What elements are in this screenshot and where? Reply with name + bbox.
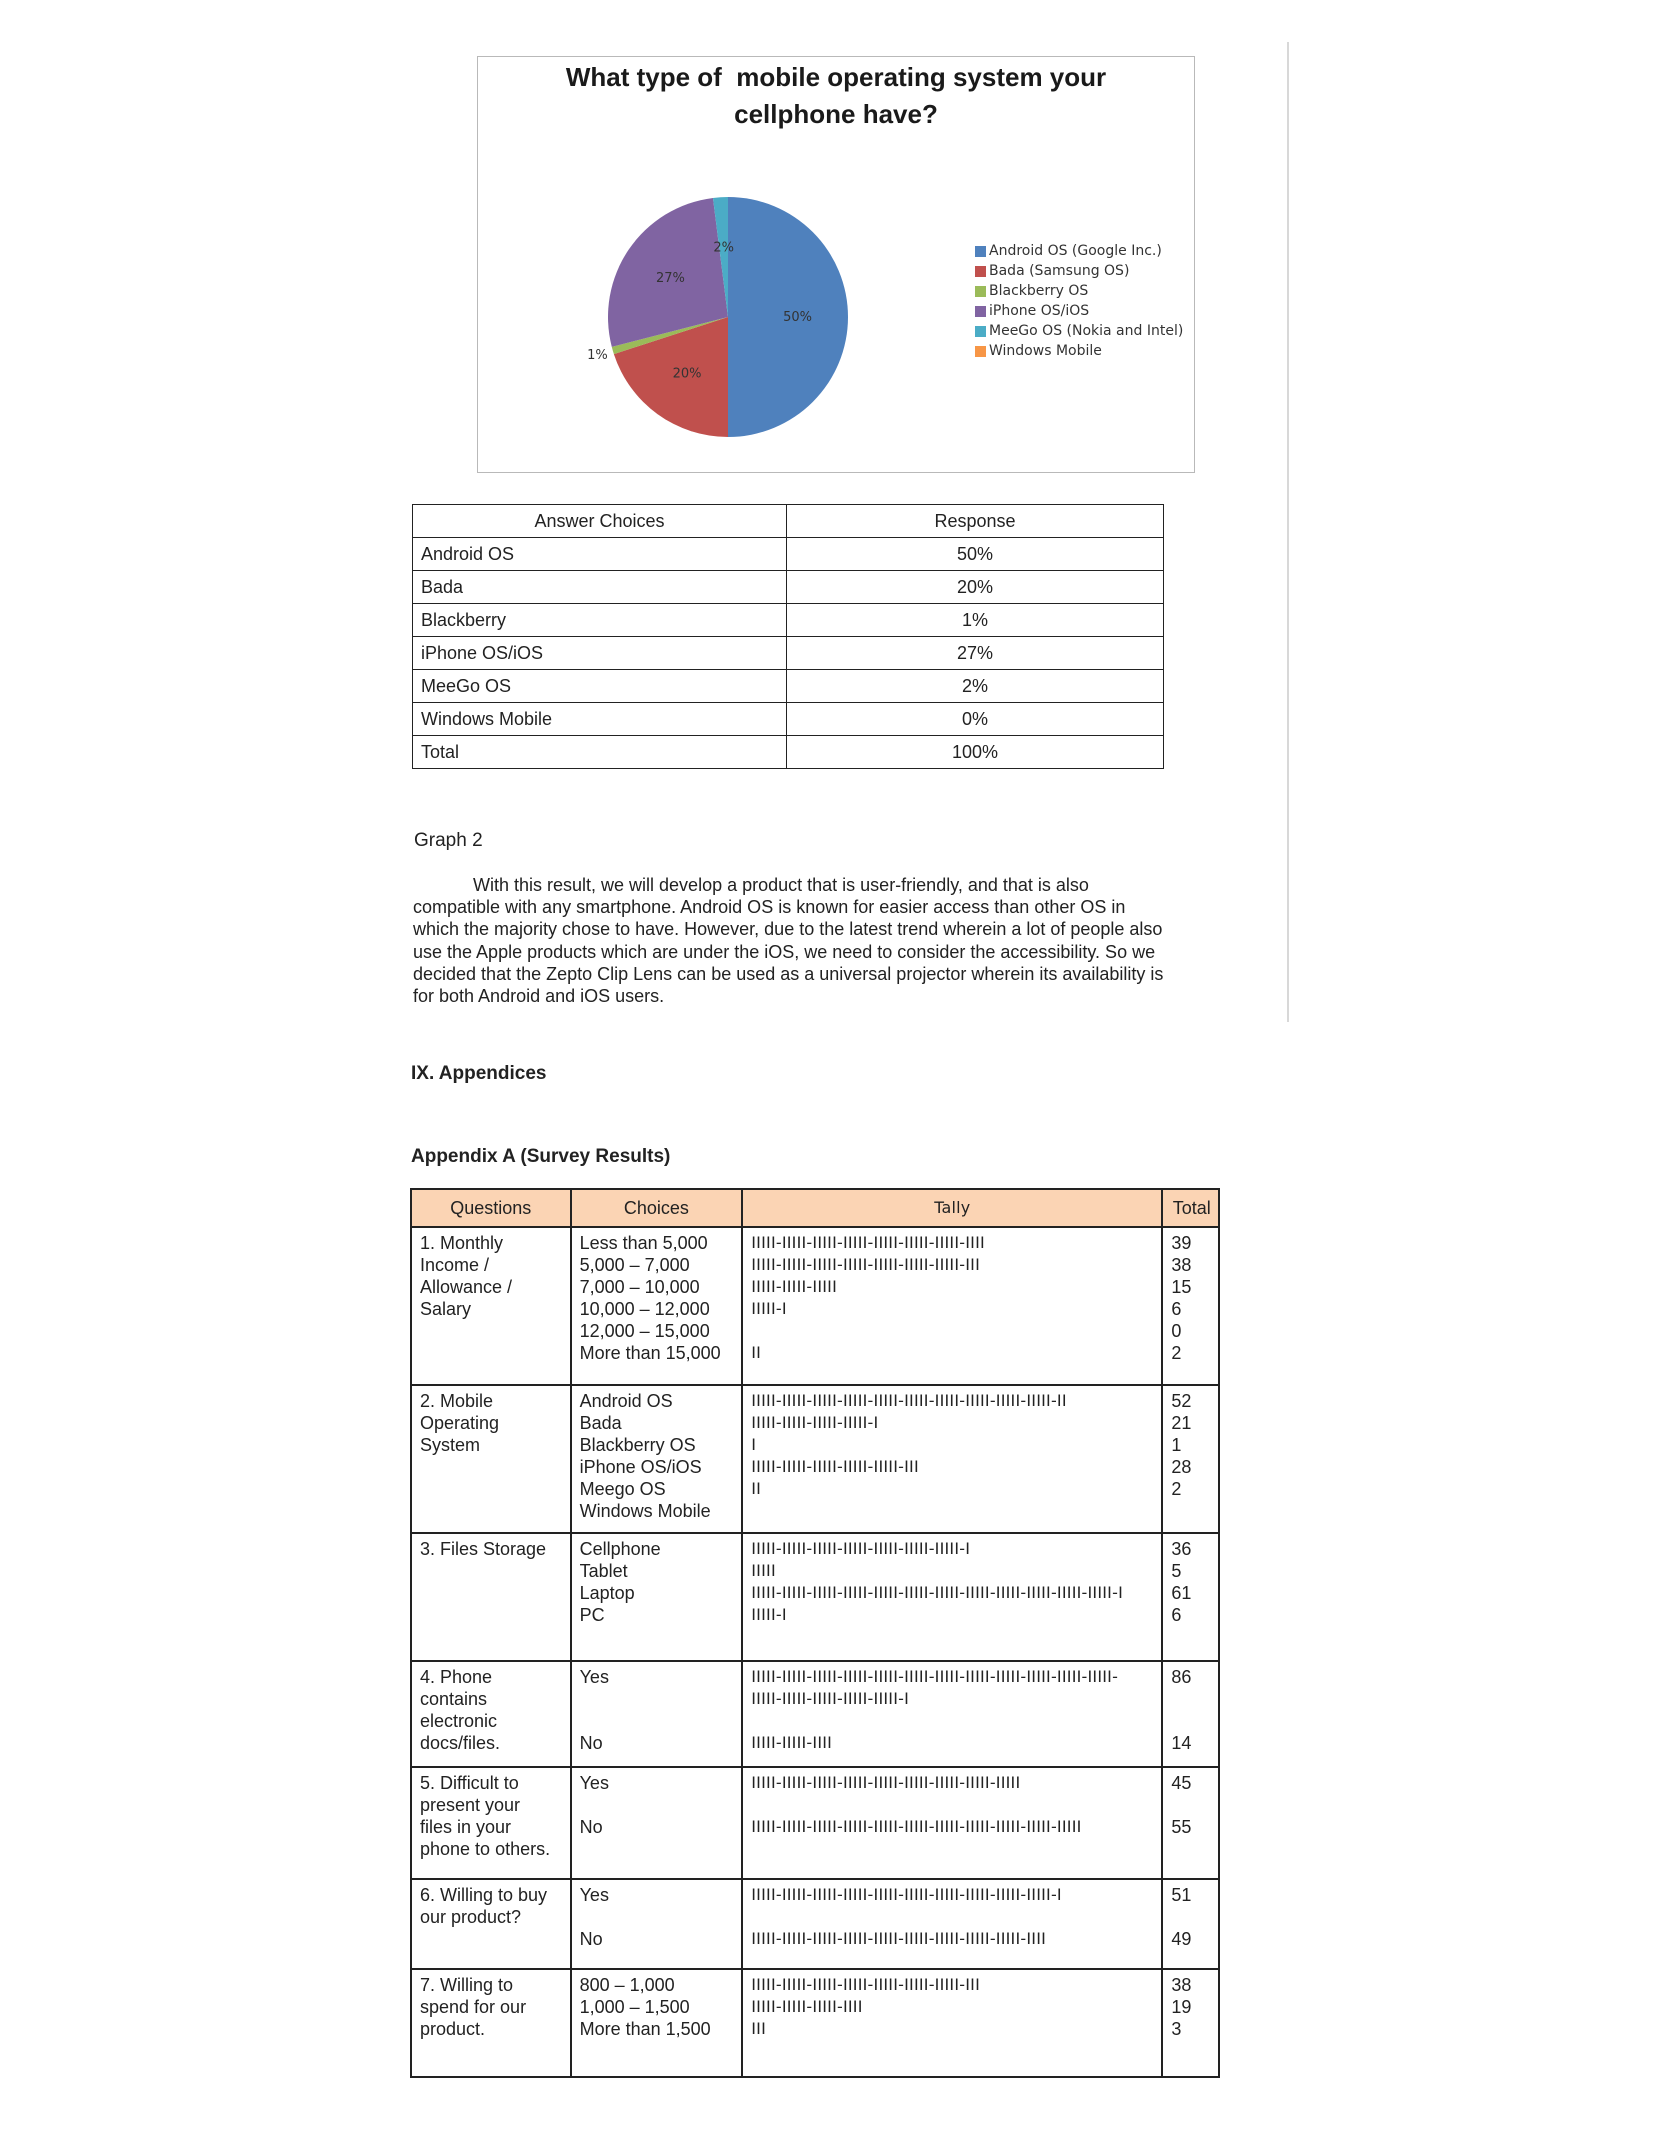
choice-line — [580, 1906, 734, 1928]
response-cell: 1% — [787, 604, 1164, 637]
total-line: 3 — [1171, 2019, 1182, 2039]
question-line: spend for our — [420, 1997, 527, 2017]
tally-line: IIIII-I — [751, 1299, 787, 1318]
total-line: 38 — [1171, 1975, 1192, 1995]
total-line — [1171, 1710, 1210, 1732]
choice-line: Blackberry OS — [579, 1435, 696, 1455]
section-heading: IX. Appendices — [411, 1063, 547, 1084]
pie-slice-label: 1% — [587, 347, 608, 363]
legend-swatch — [975, 286, 986, 297]
question-line: 6. Willing to buy — [420, 1885, 548, 1905]
tally-line: IIIII-IIIII-IIIII-IIIII-IIIII-IIIII-IIIII-IIIII-IIIII-IIIII-IIIII-IIIII-I — [751, 1583, 1123, 1602]
survey-row — [411, 1767, 1219, 1879]
total-cell — [1162, 1533, 1219, 1661]
survey-row — [411, 1969, 1219, 2077]
total-line: 86 — [1171, 1667, 1192, 1687]
question-line: 7. Willing to — [420, 1975, 514, 1995]
total-line — [1171, 1688, 1210, 1710]
tally-line: IIIII-IIIII-IIIII-IIIII-IIIII-IIIII-IIIII-IIIII-IIIII-IIIII-IIIII-IIIII- — [751, 1667, 1119, 1686]
question-line: files in your — [420, 1817, 512, 1837]
response-row — [413, 571, 1164, 604]
question-cell — [411, 1533, 571, 1661]
question-line: 3. Files Storage — [420, 1539, 547, 1559]
legend-entry — [975, 341, 1183, 361]
choice-line — [580, 1710, 734, 1732]
choice-line: Tablet — [579, 1561, 628, 1581]
header-questions: Questions — [411, 1189, 571, 1227]
tally-line: IIIII-IIIII-IIIII-IIIII-IIIII-IIIII-IIIII-IIII — [751, 1233, 985, 1252]
response-cell: 20% — [787, 571, 1164, 604]
legend-label: Android OS (Google Inc.) — [989, 243, 1162, 259]
choice-line: 12,000 – 15,000 — [579, 1321, 710, 1341]
question-cell — [411, 1227, 571, 1385]
tally-cell — [742, 1969, 1162, 2077]
pie-chart — [477, 56, 1195, 473]
choices-cell — [571, 1385, 743, 1533]
tally-cell — [742, 1661, 1162, 1767]
tally-line: IIIII-I — [751, 1605, 787, 1624]
tally-line: II — [751, 1343, 762, 1362]
choice-line: PC — [579, 1605, 605, 1625]
total-cell — [1162, 1227, 1219, 1385]
question-cell — [411, 1661, 571, 1767]
tally-line: IIIII-IIIII-IIIII — [751, 1277, 837, 1296]
total-line: 5 — [1171, 1561, 1182, 1581]
graph-caption: Graph 2 — [414, 830, 483, 851]
choices-cell — [571, 1767, 743, 1879]
total-line: 19 — [1171, 1997, 1192, 2017]
choice-line: Laptop — [579, 1583, 635, 1603]
total-cell — [1162, 1385, 1219, 1533]
header-choices: Choices — [571, 1189, 743, 1227]
legend-swatch — [975, 326, 986, 337]
question-line: 1. Monthly — [420, 1233, 504, 1253]
choice-line: Android OS — [579, 1391, 673, 1411]
total-line: 38 — [1171, 1255, 1192, 1275]
total-line: 0 — [1171, 1321, 1182, 1341]
total-line: 55 — [1171, 1817, 1192, 1837]
choice-line — [580, 1794, 734, 1816]
chart-title-line-1: What type of mobile operating system your — [565, 62, 1107, 92]
header-total: Total — [1162, 1189, 1219, 1227]
tally-line — [751, 1906, 1153, 1928]
question-line: product. — [420, 2019, 486, 2039]
question-cell — [411, 1767, 571, 1879]
choice-line: No — [579, 1929, 603, 1949]
survey-header-row — [411, 1189, 1219, 1227]
choice-line: Yes — [579, 1667, 609, 1687]
pie-slice-label: 2% — [713, 240, 734, 256]
tally-line: IIIII-IIIII-IIIII-IIIII-IIIII-I — [751, 1689, 910, 1708]
total-cell — [1162, 1767, 1219, 1879]
pie-slice-label: 50% — [783, 310, 813, 325]
legend-swatch — [975, 266, 986, 277]
header-response: Response — [787, 505, 1164, 538]
tally-cell — [742, 1385, 1162, 1533]
appendix-heading: Appendix A (Survey Results) — [411, 1146, 671, 1167]
tally-line: IIIII-IIIII-IIIII-IIIII-IIIII-IIIII-IIIII-IIIII-IIIII-IIII — [751, 1929, 1047, 1948]
response-row — [413, 736, 1164, 769]
question-line: Operating — [420, 1413, 500, 1433]
choices-cell — [571, 1533, 743, 1661]
legend-entry — [975, 281, 1183, 301]
paragraph-text: With this result, we will develop a product that is user-friendly, and that is also compatible with any smartphone. Android OS is known for easier access than other OS in which the majority chose to have. However, due to the latest trend wherein a lot of people also use the Apple products which are under the iOS, we need to consider the accessibility. So we decided that the Zepto Clip Lens can be used as a universal projector wherein its availability is for both Android and iOS users. — [413, 875, 1164, 1007]
total-line: 39 — [1171, 1233, 1192, 1253]
response-cell: 0% — [787, 703, 1164, 736]
legend-swatch — [975, 246, 986, 257]
tally-line: III — [751, 2019, 767, 2038]
tally-line: IIIII-IIIII-IIIII-IIIII-IIIII-IIIII-IIIII-III — [751, 1255, 980, 1274]
tally-line: IIIII-IIIII-IIIII-IIIII-I — [751, 1413, 879, 1432]
response-cell: 2% — [787, 670, 1164, 703]
answer-choice-cell: Total — [413, 736, 787, 769]
legend-label: Blackberry OS — [989, 283, 1089, 299]
total-line: 21 — [1171, 1413, 1192, 1433]
survey-row — [411, 1227, 1219, 1385]
tally-line: IIIII-IIIII-IIIII-IIIII-IIIII-IIIII-IIIII-IIIII-IIIII-IIIII-IIIII — [751, 1817, 1082, 1836]
total-line: 1 — [1171, 1435, 1182, 1455]
legend-entry — [975, 241, 1183, 261]
choice-line: Bada — [579, 1413, 622, 1433]
question-line: phone to others. — [420, 1839, 551, 1859]
response-row — [413, 637, 1164, 670]
response-table-header — [413, 505, 1164, 538]
legend-entry — [975, 261, 1183, 281]
choice-line: Less than 5,000 — [579, 1233, 708, 1253]
answer-choice-cell: iPhone OS/iOS — [413, 637, 787, 670]
header-answer-choices: Answer Choices — [413, 505, 787, 538]
total-line: 14 — [1171, 1733, 1192, 1753]
legend-label: Bada (Samsung OS) — [989, 263, 1130, 279]
choices-cell — [571, 1969, 743, 2077]
response-row — [413, 670, 1164, 703]
tally-line: I — [751, 1435, 757, 1454]
total-line — [1171, 1906, 1210, 1928]
question-line: 4. Phone — [420, 1667, 493, 1687]
tally-line — [751, 1320, 1153, 1342]
question-line: System — [420, 1435, 481, 1455]
question-cell — [411, 1385, 571, 1533]
answer-choice-cell: Windows Mobile — [413, 703, 787, 736]
choice-line: Meego OS — [579, 1479, 666, 1499]
choice-line — [580, 1688, 734, 1710]
choices-cell — [571, 1227, 743, 1385]
pie-slice-label: 27% — [655, 270, 685, 286]
legend-entry — [975, 321, 1183, 341]
response-row — [413, 604, 1164, 637]
question-cell — [411, 1969, 571, 2077]
question-line: Salary — [420, 1299, 472, 1319]
choice-line: 800 – 1,000 — [579, 1975, 675, 1995]
chart-title-line-2: cellphone have? — [734, 99, 938, 129]
total-line: 49 — [1171, 1929, 1192, 1949]
question-line: electronic — [420, 1711, 498, 1731]
total-line — [1171, 1794, 1210, 1816]
tally-cell — [742, 1879, 1162, 1969]
choices-cell — [571, 1879, 743, 1969]
answer-choice-cell: Android OS — [413, 538, 787, 571]
survey-row — [411, 1533, 1219, 1661]
tally-line: IIIII-IIIII-IIIII-IIIII-IIIII-IIIII-IIIII-I — [751, 1539, 971, 1558]
question-line: 2. Mobile — [420, 1391, 494, 1411]
header-tally: Tally — [742, 1189, 1162, 1227]
tally-cell — [742, 1767, 1162, 1879]
choice-line: No — [579, 1733, 603, 1753]
choice-line: 1,000 – 1,500 — [579, 1997, 690, 2017]
tally-line — [751, 1794, 1153, 1816]
choice-line: Windows Mobile — [579, 1501, 711, 1521]
question-line: our product? — [420, 1907, 522, 1927]
response-row — [413, 703, 1164, 736]
legend-swatch — [975, 306, 986, 317]
choice-line: No — [579, 1817, 603, 1837]
tally-line: IIIII-IIIII-IIII — [751, 1733, 833, 1752]
question-line: docs/files. — [420, 1733, 501, 1753]
total-cell — [1162, 1661, 1219, 1767]
answer-choice-cell: MeeGo OS — [413, 670, 787, 703]
total-line: 61 — [1171, 1583, 1192, 1603]
total-cell — [1162, 1969, 1219, 2077]
survey-results-table — [410, 1188, 1220, 2078]
choice-line: More than 1,500 — [579, 2019, 711, 2039]
tally-line: IIIII-IIIII-IIIII-IIII — [751, 1997, 863, 2016]
total-line: 6 — [1171, 1605, 1182, 1625]
total-line: 28 — [1171, 1457, 1192, 1477]
tally-line: IIIII-IIIII-IIIII-IIIII-IIIII-IIIII-IIIII-III — [751, 1975, 980, 1994]
survey-row — [411, 1879, 1219, 1969]
total-line: 51 — [1171, 1885, 1192, 1905]
legend-label: iPhone OS/iOS — [989, 303, 1090, 319]
choice-line: Yes — [579, 1773, 609, 1793]
total-cell — [1162, 1879, 1219, 1969]
total-line: 45 — [1171, 1773, 1192, 1793]
legend-label: MeeGo OS (Nokia and Intel) — [989, 323, 1184, 339]
response-cell: 50% — [787, 538, 1164, 571]
survey-row — [411, 1385, 1219, 1533]
choice-line: 7,000 – 10,000 — [579, 1277, 700, 1297]
choice-line: iPhone OS/iOS — [579, 1457, 702, 1477]
total-line: 36 — [1171, 1539, 1192, 1559]
choice-line: Yes — [579, 1885, 609, 1905]
tally-line — [751, 1710, 1153, 1732]
answer-choice-cell: Blackberry — [413, 604, 787, 637]
choices-cell — [571, 1661, 743, 1767]
response-cell: 27% — [787, 637, 1164, 670]
survey-row — [411, 1661, 1219, 1767]
question-line: contains — [420, 1689, 488, 1709]
choice-line: Cellphone — [579, 1539, 661, 1559]
question-line: 5. Difficult to — [420, 1773, 519, 1793]
page-margin-rule — [1287, 42, 1289, 1022]
tally-cell — [742, 1533, 1162, 1661]
response-cell: 100% — [787, 736, 1164, 769]
legend-label: Windows Mobile — [989, 343, 1102, 359]
question-line: present your — [420, 1795, 521, 1815]
pie-slice-label: 20% — [672, 366, 702, 382]
tally-line: IIIII-IIIII-IIIII-IIIII-IIIII-IIIII-IIIII-IIIII-IIIII-IIIII-I — [751, 1885, 1062, 1904]
choice-line: 10,000 – 12,000 — [579, 1299, 710, 1319]
legend-swatch — [975, 346, 986, 357]
total-line: 52 — [1171, 1391, 1192, 1411]
tally-cell — [742, 1227, 1162, 1385]
question-line: Income / — [420, 1255, 490, 1275]
chart-legend — [975, 241, 1183, 361]
total-line: 2 — [1171, 1343, 1182, 1363]
total-line: 6 — [1171, 1299, 1182, 1319]
question-line: Allowance / — [420, 1277, 513, 1297]
legend-entry — [975, 301, 1183, 321]
body-paragraph — [413, 874, 1165, 1007]
tally-line: IIIII-IIIII-IIIII-IIIII-IIIII-IIIII-IIIII-IIIII-IIIII-IIIII-II — [751, 1391, 1067, 1410]
response-row — [413, 538, 1164, 571]
tally-line: II — [751, 1479, 762, 1498]
total-line: 15 — [1171, 1277, 1192, 1297]
tally-line: IIIII — [751, 1561, 776, 1580]
tally-line: IIIII-IIIII-IIIII-IIIII-IIIII-III — [751, 1457, 919, 1476]
question-cell — [411, 1879, 571, 1969]
response-table — [412, 504, 1164, 769]
total-line: 2 — [1171, 1479, 1182, 1499]
answer-choice-cell: Bada — [413, 571, 787, 604]
tally-line: IIIII-IIIII-IIIII-IIIII-IIIII-IIIII-IIIII-IIIII-IIIII — [751, 1773, 1021, 1792]
choice-line: More than 15,000 — [579, 1343, 721, 1363]
choice-line: 5,000 – 7,000 — [579, 1255, 690, 1275]
